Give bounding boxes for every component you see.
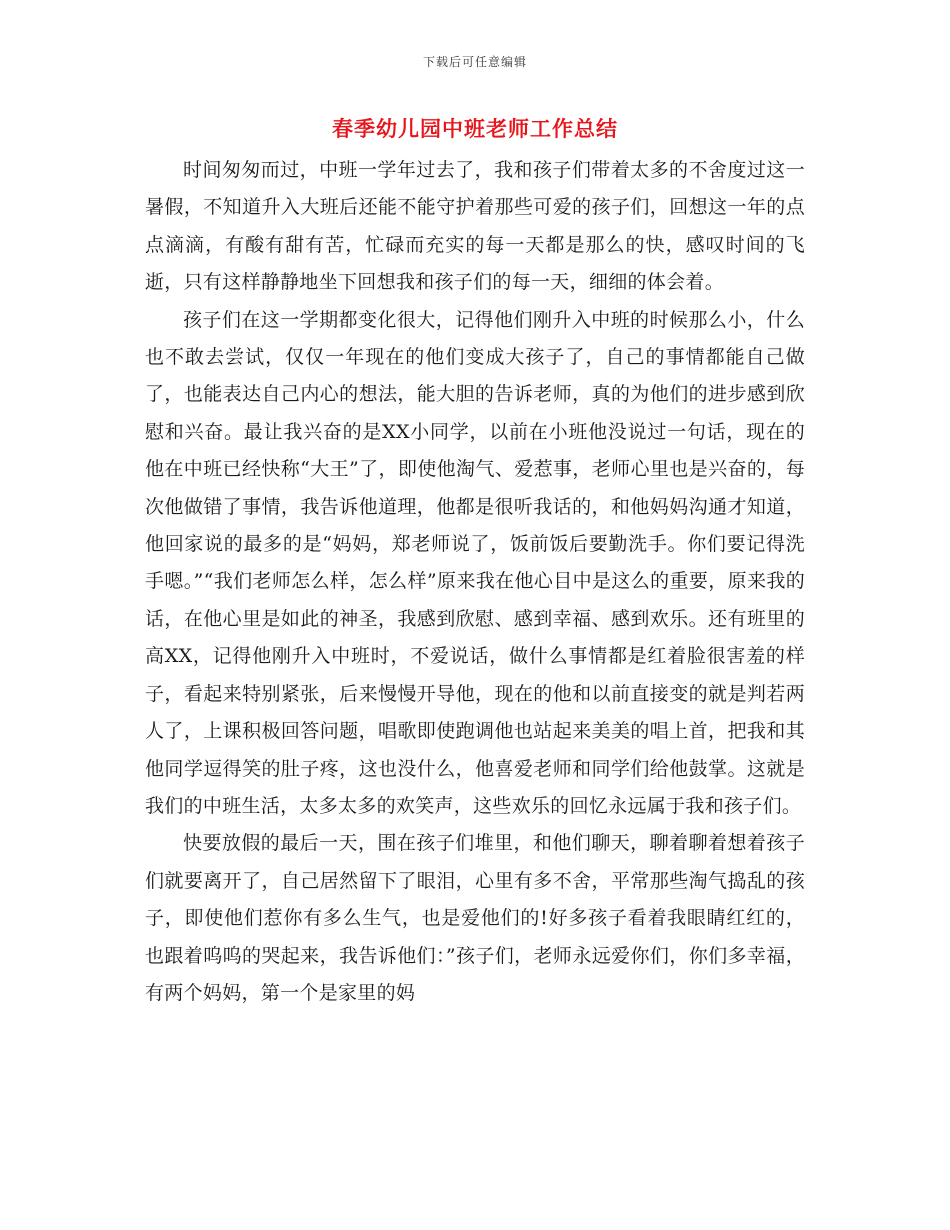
paragraph-3: 快要放假的最后一天，围在孩子们堆里，和他们聊天，聊着聊着想着孩子们就要离开了，自己居然留下了眼泪，心里有多不舍，平常那些淘气捣乱的孩子，即使他们惹你有多么生气，也是爱他们的!好多孩子看着我眼睛红红的，也跟着呜呜的哭起来，我告诉他们：”孩子们，老师永远爱你们，你们多幸福，有两个妈妈，第一个是家里的妈 [145, 832, 805, 1004]
document-body [145, 152, 805, 1012]
paragraph-1: 时间匆匆而过，中班一学年过去了，我和孩子们带着太多的不舍度过这一暑假，不知道升入大班后还能不能守护着那些可爱的孩子们，回想这一年的点点滴滴，有酸有甜有苦，忙碌而充实的每一天都是那么的快，感叹时间的飞逝，只有这样静静地坐下回想我和孩子们的每一天，细细的体会着。 [145, 159, 805, 294]
document-title: 春季幼儿园中班老师工作总结 [332, 117, 618, 141]
paragraph-2: 孩子们在这一学期都变化很大，记得他们刚升入中班的时候那么小，什么也不敢去尝试，仅仅一年现在的他们变成大孩子了，自己的事情都能自己做了，也能表达自己内心的想法，能大胆的告诉老师，真的为他们的进步感到欣慰和兴奋。最让我兴奋的是XX小同学，以前在小班他没说过一句话，现在的他在中班已经快称“大王”了，即使他淘气、爱惹事，老师心里也是兴奋的，每次他做错了事情，我告诉他道理，他都是很听我话的，和他妈妈沟通才知道，他回家说的最多的是“妈妈，郑老师说了，饭前饭后要勤洗手。你们要记得洗手嗯。”“我们老师怎么样，怎么样”原来我在他心目中是这么的重要，原来我的话，在他心里是如此的神圣，我感到欣慰、感到幸福、感到欢乐。还有班里的高XX，记得他刚升入中班时，不爱说话，做什么事情都是红着脸很害羞的样子，看起来特别紧张，后来慢慢开导他，现在的他和以前直接变的就是判若两人了，上课积极回答问题，唱歌即使跑调他也站起来美美的唱上首，把我和其他同学逗得笑的肚子疼，这也没什么，他喜爱老师和同学们给他鼓掌。这就是我们的中班生活，太多太多的欢笑声，这些欢乐的回忆永远属于我和孩子们。 [145, 308, 805, 817]
header-note: 下载后可任意编辑 [422, 55, 527, 69]
